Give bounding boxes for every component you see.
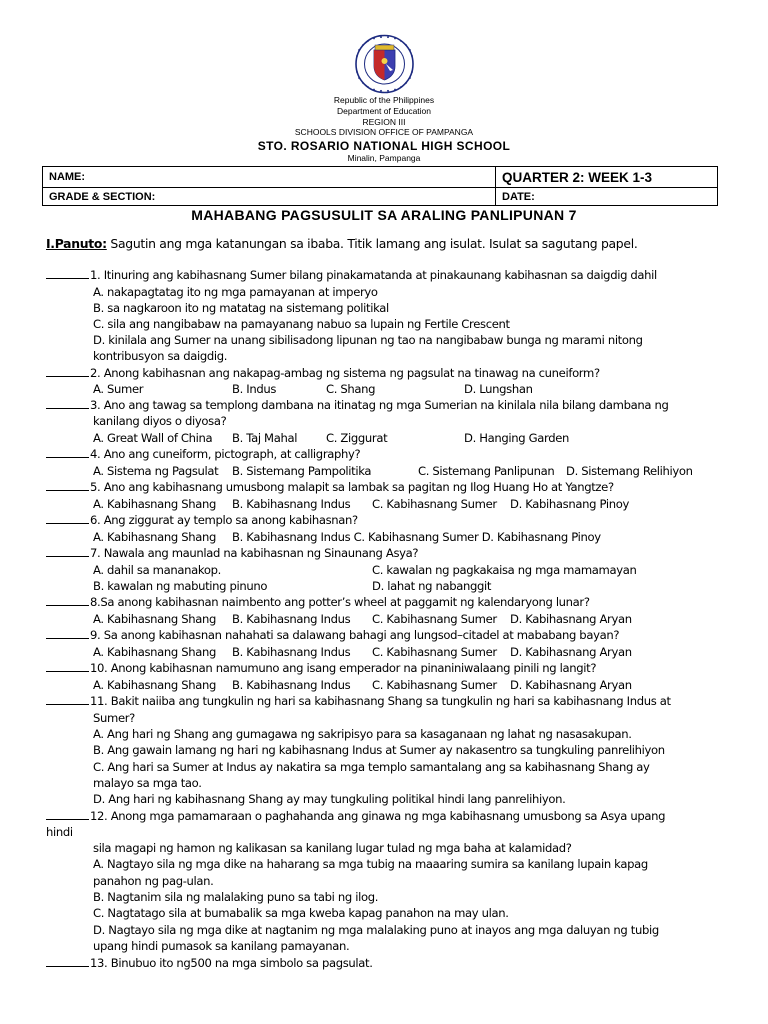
choice: C. Kabihasnang Sumer xyxy=(372,497,497,511)
republic-line: Republic of the Philippines xyxy=(333,95,435,105)
choice: A. dahil sa mananakop. xyxy=(93,563,221,577)
choice: B. Indus xyxy=(232,382,277,396)
choice: C. Kabihasnang Sumer xyxy=(372,678,497,692)
answer-blank[interactable] xyxy=(46,956,89,967)
choice: B. Kabihasnang Indus xyxy=(232,678,351,692)
question-stem: 11. Bakit naiiba ang tungkulin ng hari sa kabihasnang Shang sa tungkulin ng hari sa kabihasnang Indus at xyxy=(90,694,671,708)
choice-continuation: malayo sa mga tao. xyxy=(93,776,202,790)
question-stem: 12. Anong mga pamamaraan o paghahanda ang ginawa ng mga kabihasnang umusbong sa Asya upang xyxy=(90,809,666,823)
instructions-text: Sagutin ang mga katanungan sa ibaba. Titik lamang ang isulat. Isulat sa sagutang papel. xyxy=(106,236,638,251)
question-stem: 1. Itinuring ang kabihasnang Sumer bilang pinakamatanda at pinakaunang kabihasnan sa daigdig dahil xyxy=(90,268,657,282)
answer-blank[interactable] xyxy=(46,546,89,557)
choice: A. Kabihasnang Shang xyxy=(93,645,217,659)
choice: A. Kabihasnang Shang xyxy=(93,497,217,511)
question-stem: 13. Binubuo ito ng500 na mga simbolo sa pagsulat. xyxy=(90,956,373,970)
school-location: Minalin, Pampanga xyxy=(347,153,421,163)
choice: B. Taj Mahal xyxy=(232,431,298,445)
answer-blank[interactable] xyxy=(46,513,89,524)
choice: C. Nagtatago sila at bumabalik sa mga kweba kapag panahon na may ulan. xyxy=(93,906,509,920)
choice-continuation: upang hindi pumasok sa kanilang pamayanan. xyxy=(93,939,350,953)
instructions-label: I.Panuto: xyxy=(46,236,107,251)
choice: B. sa nagkaroon ito ng matatag na sistemang politikal xyxy=(93,301,389,315)
question-12 xyxy=(46,809,665,823)
choice: C. Ang hari sa Sumer at Indus ay nakatira sa mga templo samantalang ang sa kabihasnang Shang ay xyxy=(93,760,650,774)
answer-blank[interactable] xyxy=(46,398,89,409)
choice: D. Kabihasnang Pinoy xyxy=(510,497,629,511)
question-stem: 6. Ang ziggurat ay templo sa anong kabihasnan? xyxy=(90,513,358,527)
choice: C. sila ang nangibabaw na pamayanang nabuo sa lupain ng Fertile Crescent xyxy=(93,317,510,331)
question-13 xyxy=(46,956,373,970)
question-8 xyxy=(46,595,590,609)
choice: B. kawalan ng mabuting pinuno xyxy=(93,579,268,593)
question-4 xyxy=(46,447,360,461)
question-6 xyxy=(46,513,358,527)
answer-blank[interactable] xyxy=(46,694,89,705)
answer-blank[interactable] xyxy=(46,268,89,279)
date-field[interactable]: DATE: xyxy=(496,188,718,206)
choice: C. kawalan ng pagkakaisa ng mga mamamayan xyxy=(372,563,637,577)
choice: B. Kabihasnang Indus xyxy=(232,645,351,659)
question-stem: 3. Ano ang tawag sa templong dambana na itinatag ng mga Sumerian na kinilala nila bilang dambana ng xyxy=(90,398,669,412)
question-stem: 10. Anong kabihasnan namumuno ang isang emperador na pinaniniwalaang pinili ng langit? xyxy=(90,661,597,675)
quarter-label: QUARTER 2: WEEK 1-3 xyxy=(496,167,718,188)
question-2 xyxy=(46,366,600,380)
choice: A. nakapagtatag ito ng mga pamayanan at imperyo xyxy=(93,285,378,299)
choice: C. Shang xyxy=(326,382,376,396)
exam-title: MAHABANG PAGSUSULIT SA ARALING PANLIPUNAN 7 xyxy=(191,207,577,223)
choice: A. Sistema ng Pagsulat xyxy=(93,464,219,478)
answer-blank[interactable] xyxy=(46,809,89,820)
choice: A. Kabihasnang Shang xyxy=(93,612,217,626)
answer-blank[interactable] xyxy=(46,480,89,491)
choice: C. Kabihasnang Sumer xyxy=(372,645,497,659)
question-9 xyxy=(46,628,619,642)
deped-seal-icon xyxy=(337,34,432,94)
question-11 xyxy=(46,694,671,708)
choice: A. Ang hari ng Shang ang gumagawa ng sakripisyo para sa kasaganaan ng lahat ng nasasakupan. xyxy=(93,727,632,741)
choice-continuation: kontribusyon sa daigdig. xyxy=(93,349,228,363)
choice: D. Hanging Garden xyxy=(464,431,569,445)
question-stem-wrap: hindi xyxy=(46,825,73,839)
choice: D. Sistemang Relihiyon xyxy=(566,464,693,478)
choice: A. Nagtayo sila ng mga dike na haharang sa mga tubig na maaaring sumira sa kanilang lupain kapag xyxy=(93,857,648,871)
answer-blank[interactable] xyxy=(46,447,89,458)
answer-blank[interactable] xyxy=(46,366,89,377)
region-line: REGION III xyxy=(362,117,406,127)
choice: B. Kabihasnang Indus xyxy=(232,612,351,626)
choice: B. Kabihasnang Indus C. Kabihasnang Sumer D. Kabihasnang Pinoy xyxy=(232,530,601,544)
choice: D. Nagtayo sila ng mga dike at nagtanim ng mga malalaking puno at inayos ang mga daluyan ng tubig xyxy=(93,923,659,937)
choice: A. Kabihasnang Shang xyxy=(93,678,217,692)
choice: B. Sistemang Pampolitika xyxy=(232,464,372,478)
school-name: STO. ROSARIO NATIONAL HIGH SCHOOL xyxy=(257,139,511,153)
choice: D. Ang hari ng kabihasnang Shang ay may tungkuling politikal hindi lang panrelihiyon. xyxy=(93,792,566,806)
instructions xyxy=(46,236,637,251)
question-stem: 7. Nawala ang maunlad na kabihasnan ng Sinaunang Asya? xyxy=(90,546,419,560)
choice: C. Kabihasnang Sumer xyxy=(372,612,497,626)
choice: A. Kabihasnang Shang xyxy=(93,530,217,544)
division-line: SCHOOLS DIVISION OFFICE OF PAMPANGA xyxy=(294,127,474,137)
choice: C. Sistemang Panlipunan xyxy=(418,464,555,478)
choice: C. Ziggurat xyxy=(326,431,388,445)
choice: A. Sumer xyxy=(93,382,144,396)
choice: D. Kabihasnang Aryan xyxy=(510,612,632,626)
question-5 xyxy=(46,480,614,494)
question-stem: 8.Sa anong kabihasnan naimbento ang potter’s wheel at paggamit ng kalendaryong lunar? xyxy=(90,595,590,609)
question-stem-continuation: kanilang diyos o diyosa? xyxy=(93,414,227,428)
choice: D. lahat ng nabanggit xyxy=(372,579,492,593)
question-stem: 9. Sa anong kabihasnan nahahati sa dalawang bahagi ang lungsod–citadel at mababang bayan? xyxy=(90,628,620,642)
student-info-table xyxy=(42,166,718,206)
answer-blank[interactable] xyxy=(46,661,89,672)
question-1 xyxy=(46,268,657,282)
choice: D. Kabihasnang Aryan xyxy=(510,678,632,692)
question-stem: 4. Ano ang cuneiform, pictograph, at calligraphy? xyxy=(90,447,361,461)
answer-blank[interactable] xyxy=(46,595,89,606)
choice: B. Nagtanim sila ng malalaking puno sa tabi ng ilog. xyxy=(93,890,379,904)
question-3 xyxy=(46,398,668,412)
question-stem-continuation: sila magapi ng hamon ng kalikasan sa kanilang lugar tulad ng mga baha at kalamidad? xyxy=(93,841,572,855)
choice: B. Ang gawain lamang ng hari ng kabihasnang Indus at Sumer ay nakasentro sa tungkuling panrelihiyon xyxy=(93,743,665,757)
question-stem: 2. Anong kabihasnan ang nakapag-ambag ng sistema ng pagsulat na tinawag na cuneiform? xyxy=(90,366,600,380)
grade-section-field[interactable]: GRADE & SECTION: xyxy=(43,188,496,206)
department-line: Department of Education xyxy=(336,106,432,116)
choice: D. Lungshan xyxy=(464,382,533,396)
choice: A. Great Wall of China xyxy=(93,431,213,445)
question-7 xyxy=(46,546,418,560)
question-10 xyxy=(46,661,596,675)
answer-blank[interactable] xyxy=(46,628,89,639)
name-field[interactable]: NAME: xyxy=(43,167,496,188)
choice: B. Kabihasnang Indus xyxy=(232,497,351,511)
choice: D. Kabihasnang Aryan xyxy=(510,645,632,659)
question-stem: 5. Ano ang kabihasnang umusbong malapit sa lambak sa pagitan ng Ilog Huang Ho at Yangtze? xyxy=(90,480,614,494)
choice: D. kinilala ang Sumer na unang sibilisadong lipunan ng tao na nangibabaw bunga ng marami nitong xyxy=(93,333,643,347)
question-stem-continuation: Sumer? xyxy=(93,711,135,725)
choice-continuation: panahon ng pag-ulan. xyxy=(93,874,214,888)
